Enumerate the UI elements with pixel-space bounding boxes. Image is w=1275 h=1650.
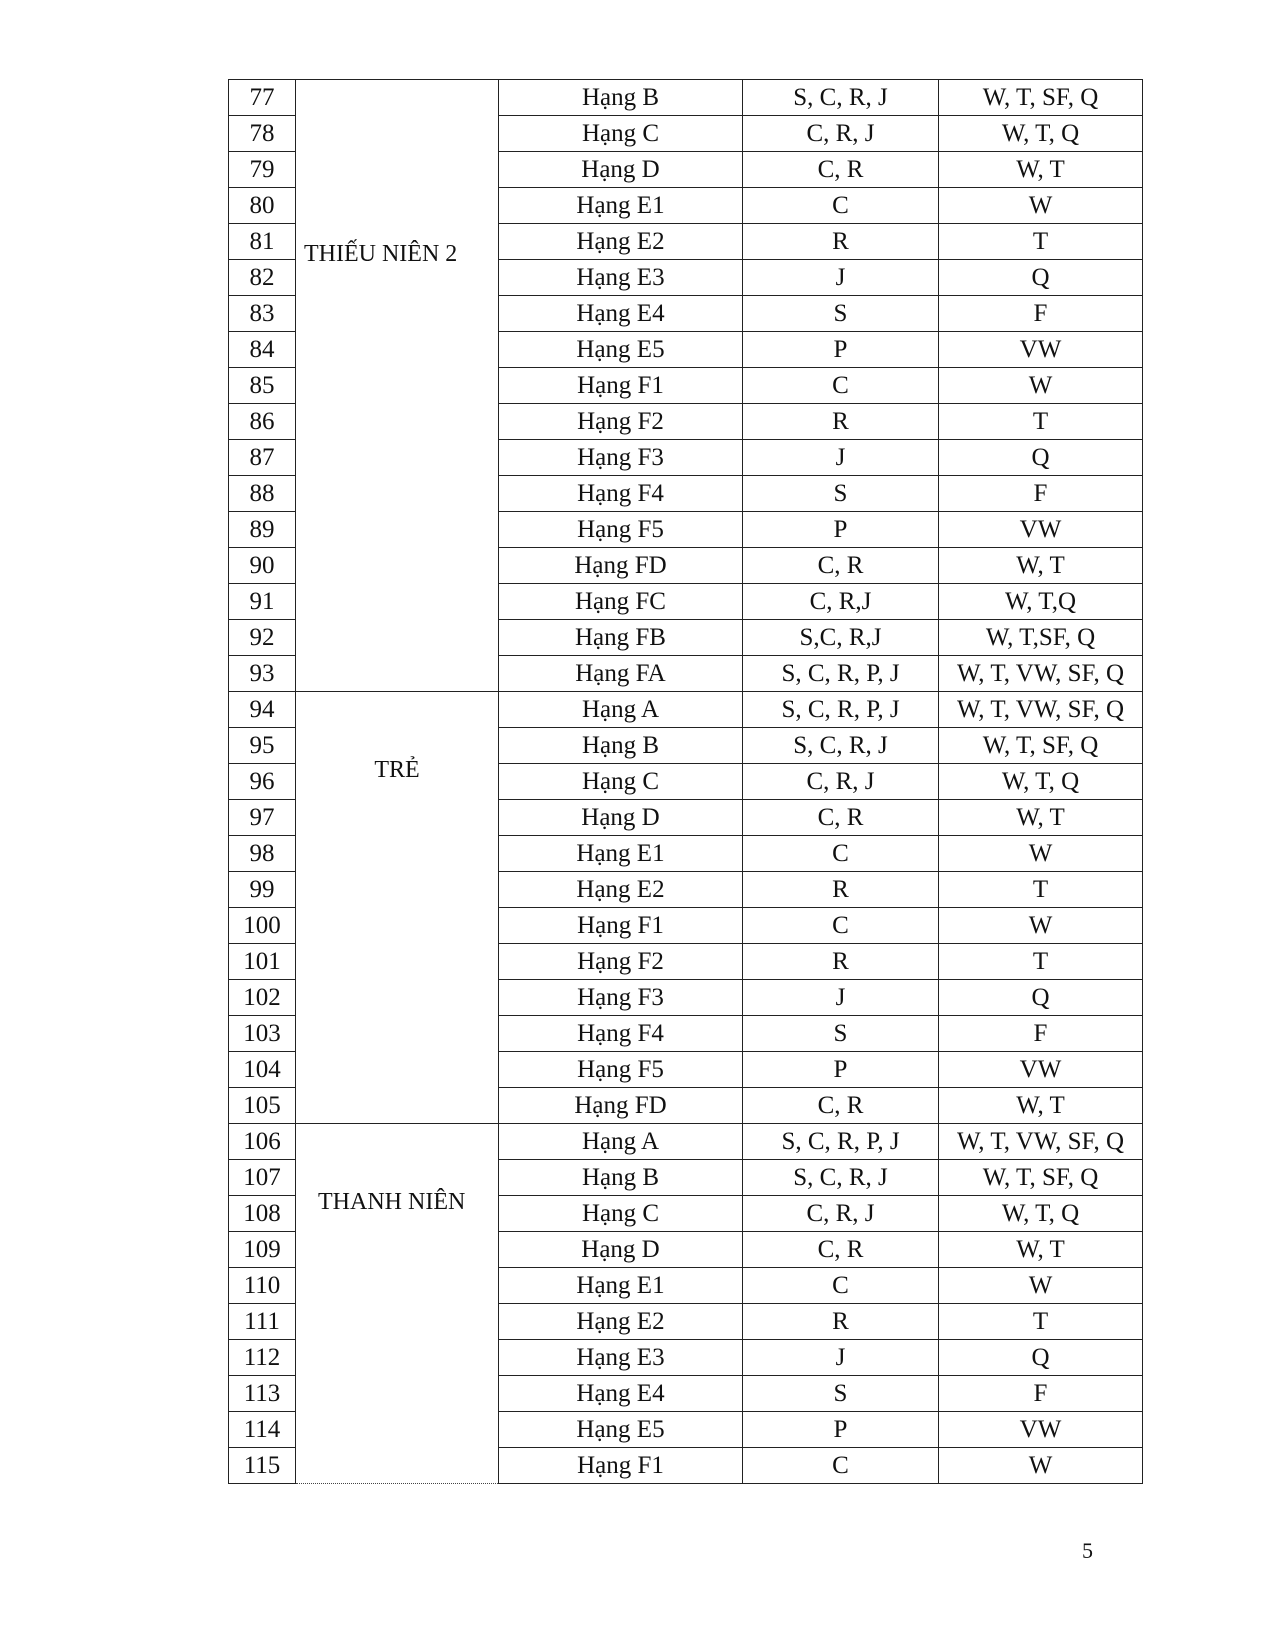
rank-cell: Hạng A (499, 1124, 743, 1160)
dance-style-cell: W, T,Q (939, 584, 1143, 620)
row-number-cell: 79 (229, 152, 296, 188)
row-number-cell: 96 (229, 764, 296, 800)
dance-style-cell: W (939, 188, 1143, 224)
dance-code-cell: C, R (743, 1232, 939, 1268)
dance-style-cell: Q (939, 980, 1143, 1016)
row-number-cell: 94 (229, 692, 296, 728)
dance-style-cell: W (939, 368, 1143, 404)
rank-cell: Hạng FD (499, 548, 743, 584)
dance-code-cell: C, R (743, 1088, 939, 1124)
rank-cell: Hạng F1 (499, 908, 743, 944)
page-number: 5 (1082, 1538, 1093, 1563)
row-number-cell: 99 (229, 872, 296, 908)
dance-style-cell: T (939, 1304, 1143, 1340)
dance-code-cell: C, R, J (743, 1196, 939, 1232)
dance-style-cell: W, T, Q (939, 764, 1143, 800)
age-group-cell (296, 1124, 499, 1484)
rank-cell: Hạng A (499, 692, 743, 728)
rank-cell: Hạng F4 (499, 476, 743, 512)
rank-cell: Hạng E2 (499, 1304, 743, 1340)
row-number-cell: 77 (229, 80, 296, 116)
dance-style-cell: F (939, 1016, 1143, 1052)
dance-code-cell: S, C, R, P, J (743, 1124, 939, 1160)
rank-cell: Hạng F4 (499, 1016, 743, 1052)
row-number-cell: 109 (229, 1232, 296, 1268)
dance-style-cell: W, T, SF, Q (939, 80, 1143, 116)
row-number-cell: 86 (229, 404, 296, 440)
dance-code-cell: S (743, 1376, 939, 1412)
dance-style-cell: W, T (939, 152, 1143, 188)
dance-style-cell: VW (939, 1412, 1143, 1448)
row-number-cell: 108 (229, 1196, 296, 1232)
dance-style-cell: T (939, 224, 1143, 260)
dance-code-cell: P (743, 1052, 939, 1088)
row-number-cell: 83 (229, 296, 296, 332)
rank-cell: Hạng F5 (499, 512, 743, 548)
rank-cell: Hạng F1 (499, 368, 743, 404)
row-number-cell: 98 (229, 836, 296, 872)
dance-style-cell: W (939, 1268, 1143, 1304)
dance-code-cell: S, C, R, P, J (743, 656, 939, 692)
row-number-cell: 78 (229, 116, 296, 152)
dance-style-cell: W, T (939, 800, 1143, 836)
rank-cell: Hạng E5 (499, 1412, 743, 1448)
rank-cell: Hạng F2 (499, 944, 743, 980)
row-number-cell: 80 (229, 188, 296, 224)
rank-cell: Hạng E3 (499, 260, 743, 296)
dance-style-cell: VW (939, 332, 1143, 368)
dance-style-cell: W, T, Q (939, 1196, 1143, 1232)
dance-code-cell: P (743, 512, 939, 548)
age-group-label: THIẾU NIÊN 2 (304, 241, 458, 267)
rank-cell: Hạng E1 (499, 1268, 743, 1304)
dance-code-cell: C (743, 188, 939, 224)
row-number-cell: 105 (229, 1088, 296, 1124)
dance-code-cell: J (743, 440, 939, 476)
row-number-cell: 112 (229, 1340, 296, 1376)
row-number-cell: 91 (229, 584, 296, 620)
age-group-label: THANH NIÊN (318, 1189, 466, 1215)
dance-style-cell: W, T (939, 1232, 1143, 1268)
dance-style-cell: W, T, SF, Q (939, 728, 1143, 764)
rank-cell: Hạng FB (499, 620, 743, 656)
dance-code-cell: R (743, 944, 939, 980)
row-number-cell: 106 (229, 1124, 296, 1160)
dance-code-cell: R (743, 404, 939, 440)
dance-style-cell: Q (939, 440, 1143, 476)
dance-style-cell: Q (939, 260, 1143, 296)
rank-cell: Hạng B (499, 80, 743, 116)
row-number-cell: 92 (229, 620, 296, 656)
rank-cell: Hạng E3 (499, 1340, 743, 1376)
row-number-cell: 82 (229, 260, 296, 296)
rank-cell: Hạng B (499, 728, 743, 764)
row-number-cell: 85 (229, 368, 296, 404)
rank-cell: Hạng E1 (499, 836, 743, 872)
row-number-cell: 114 (229, 1412, 296, 1448)
rank-cell: Hạng E5 (499, 332, 743, 368)
rank-cell: Hạng FC (499, 584, 743, 620)
dance-style-cell: W (939, 1448, 1143, 1484)
dance-style-cell: F (939, 296, 1143, 332)
dance-style-cell: VW (939, 1052, 1143, 1088)
rank-cell: Hạng E2 (499, 224, 743, 260)
dance-code-cell: C, R (743, 800, 939, 836)
rank-cell: Hạng FA (499, 656, 743, 692)
dance-code-cell: S, C, R, J (743, 1160, 939, 1196)
rank-cell: Hạng C (499, 1196, 743, 1232)
dance-style-cell: T (939, 944, 1143, 980)
dance-style-cell: W (939, 908, 1143, 944)
rank-cell: Hạng F5 (499, 1052, 743, 1088)
row-number-cell: 90 (229, 548, 296, 584)
dance-style-cell: W (939, 836, 1143, 872)
dance-style-cell: W, T (939, 548, 1143, 584)
dance-code-cell: C (743, 1448, 939, 1484)
row-number-cell: 110 (229, 1268, 296, 1304)
row-number-cell: 89 (229, 512, 296, 548)
dance-style-cell: T (939, 404, 1143, 440)
row-number-cell: 81 (229, 224, 296, 260)
row-number-cell: 93 (229, 656, 296, 692)
dance-code-cell: C (743, 836, 939, 872)
dance-style-cell: VW (939, 512, 1143, 548)
rank-cell: Hạng F2 (499, 404, 743, 440)
table-row (229, 1124, 1143, 1160)
rank-cell: Hạng B (499, 1160, 743, 1196)
dance-code-cell: S, C, R, J (743, 80, 939, 116)
dance-code-cell: S, C, R, J (743, 728, 939, 764)
row-number-cell: 104 (229, 1052, 296, 1088)
row-number-cell: 107 (229, 1160, 296, 1196)
dance-style-cell: W, T, VW, SF, Q (939, 1124, 1143, 1160)
dance-code-cell: R (743, 224, 939, 260)
row-number-cell: 95 (229, 728, 296, 764)
age-group-label: TRẺ (374, 757, 420, 783)
dance-code-cell: S,C, R,J (743, 620, 939, 656)
row-number-cell: 84 (229, 332, 296, 368)
dance-style-cell: W, T (939, 1088, 1143, 1124)
dance-style-cell: Q (939, 1340, 1143, 1376)
dance-code-cell: C, R, J (743, 116, 939, 152)
dance-code-cell: C, R (743, 548, 939, 584)
dance-code-cell: P (743, 332, 939, 368)
row-number-cell: 111 (229, 1304, 296, 1340)
rank-cell: Hạng FD (499, 1088, 743, 1124)
rank-cell: Hạng E4 (499, 296, 743, 332)
rank-cell: Hạng E1 (499, 188, 743, 224)
dance-code-cell: P (743, 1412, 939, 1448)
rank-cell: Hạng E4 (499, 1376, 743, 1412)
row-number-cell: 113 (229, 1376, 296, 1412)
dance-code-cell: C (743, 1268, 939, 1304)
rank-cell: Hạng D (499, 1232, 743, 1268)
row-number-cell: 102 (229, 980, 296, 1016)
dance-style-cell: W, T, VW, SF, Q (939, 692, 1143, 728)
dance-style-cell: T (939, 872, 1143, 908)
row-number-cell: 97 (229, 800, 296, 836)
dance-style-cell: W, T, VW, SF, Q (939, 656, 1143, 692)
rank-cell: Hạng E2 (499, 872, 743, 908)
rank-cell: Hạng C (499, 116, 743, 152)
dance-code-cell: C (743, 908, 939, 944)
dance-code-cell: C, R,J (743, 584, 939, 620)
dance-code-cell: S, C, R, P, J (743, 692, 939, 728)
table-row (229, 80, 1143, 116)
dance-style-cell: F (939, 1376, 1143, 1412)
rank-cell: Hạng C (499, 764, 743, 800)
age-group-cell (296, 80, 499, 692)
dance-code-cell: R (743, 872, 939, 908)
row-number-cell: 87 (229, 440, 296, 476)
dance-style-cell: W, T,SF, Q (939, 620, 1143, 656)
table-row (229, 692, 1143, 728)
rank-cell: Hạng D (499, 800, 743, 836)
age-group-cell (296, 692, 499, 1124)
rank-cell: Hạng F1 (499, 1448, 743, 1484)
dance-code-cell: J (743, 260, 939, 296)
dance-code-cell: J (743, 1340, 939, 1376)
dance-code-cell: S (743, 1016, 939, 1052)
row-number-cell: 101 (229, 944, 296, 980)
dance-code-cell: R (743, 1304, 939, 1340)
rank-cell: Hạng F3 (499, 440, 743, 476)
dance-style-cell: F (939, 476, 1143, 512)
category-table (228, 79, 1143, 1484)
dance-code-cell: S (743, 296, 939, 332)
dance-style-cell: W, T, Q (939, 116, 1143, 152)
rank-cell: Hạng F3 (499, 980, 743, 1016)
rank-cell: Hạng D (499, 152, 743, 188)
dance-style-cell: W, T, SF, Q (939, 1160, 1143, 1196)
dance-code-cell: C, R (743, 152, 939, 188)
row-number-cell: 100 (229, 908, 296, 944)
row-number-cell: 88 (229, 476, 296, 512)
row-number-cell: 115 (229, 1448, 296, 1484)
dance-code-cell: S (743, 476, 939, 512)
dance-code-cell: C, R, J (743, 764, 939, 800)
dance-code-cell: J (743, 980, 939, 1016)
row-number-cell: 103 (229, 1016, 296, 1052)
dance-code-cell: C (743, 368, 939, 404)
